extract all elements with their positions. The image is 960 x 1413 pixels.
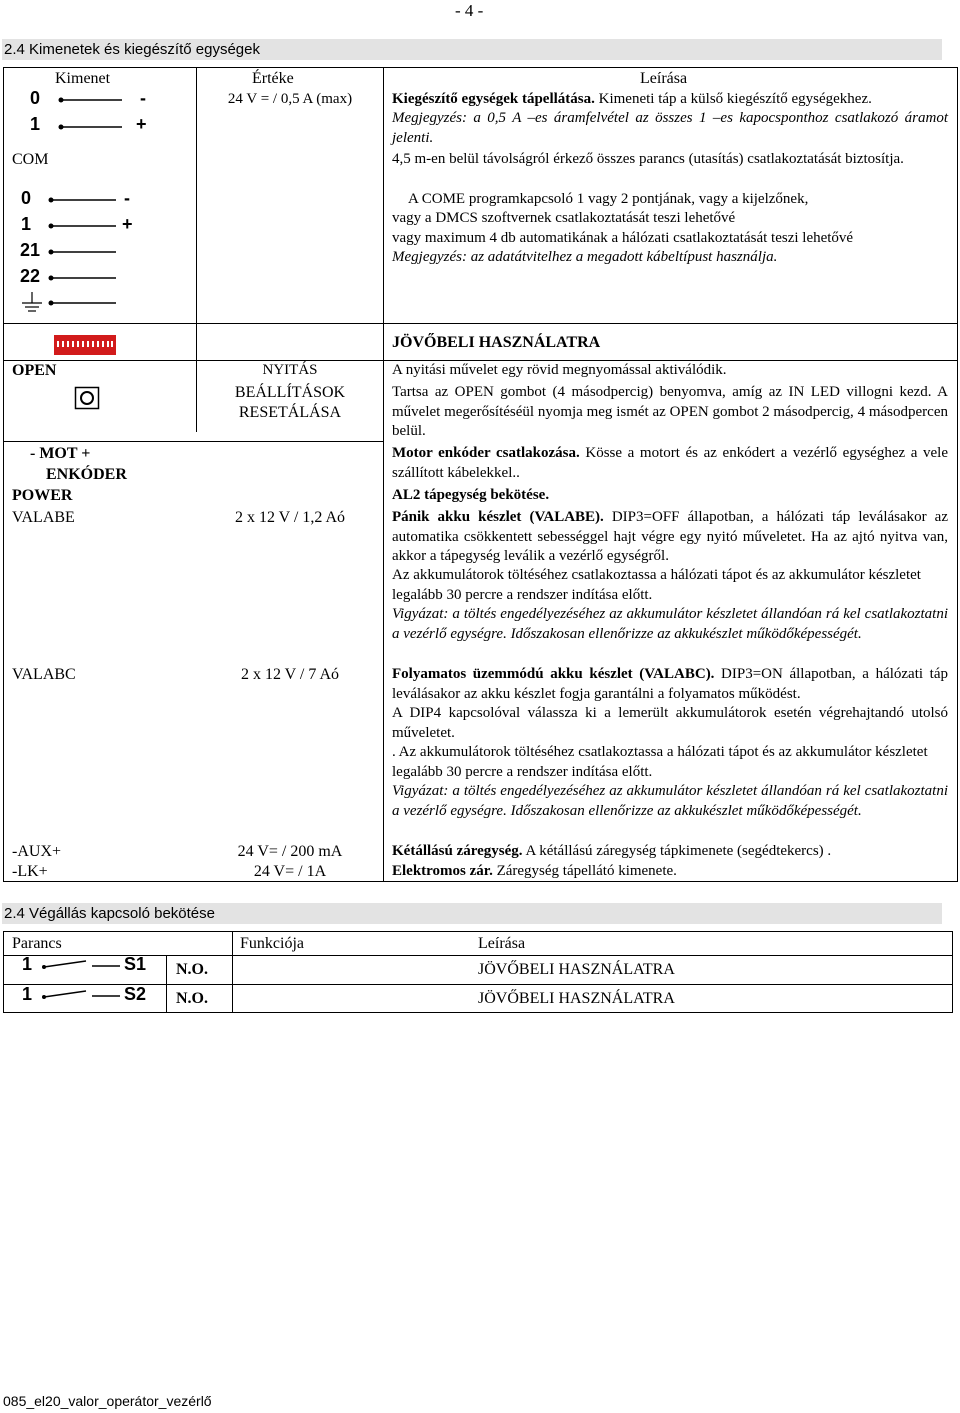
valabc-description: Folyamatos üzemmódú akku készlet (VALABC). DIP3=ON állapotban, a hálózati táp leválásakor az akku készlet fogja garantálni a folyamatos működést. xyxy=(392,666,948,702)
valabc-value: 2 x 12 V / 7 Aó xyxy=(240,666,340,683)
section-title-outputs: 2.4 Kimenetek és kiegészítő egységek xyxy=(2,39,942,60)
aux-power-value: 24 V = / 0,5 A (max) xyxy=(227,91,353,107)
lk-label: -LK+ xyxy=(12,863,48,880)
future-use-label: JÖVŐBELI HASZNÁLATRA xyxy=(392,334,601,351)
com-wires-icon xyxy=(0,0,960,340)
valabc-charging: . Az akkumulátorok töltéséhez csatlakoztassa a hálózati tápot és az akkumulátor készletet legalább 30 percre a rendszer indítása előtt. xyxy=(392,744,928,780)
come-line1: A COME programkapcsoló 1 vagy 2 pontjának, vagy a kijelzőnek, xyxy=(408,191,809,207)
reset-value-line2: RESETÁLÁSA xyxy=(238,404,342,421)
reset-button-icon xyxy=(75,387,99,409)
header-command: Parancs xyxy=(12,935,62,952)
lk-value: 24 V= / 1A xyxy=(253,863,327,880)
valabc-dip4: A DIP4 kapcsolóval válassza ki a lemerült akkumulátorok esetén végrehajtandó utolsó műveletet. xyxy=(392,705,948,741)
valabc-label: VALABC xyxy=(12,666,76,683)
open-description: A nyitási művelet egy rövid megnyomással aktiválódik. xyxy=(392,362,727,378)
motor-description: Motor enkóder csatlakozása. Kösse a motort és az enkódert a vezérlő egységhez a vele szállított kábelekkel.. xyxy=(392,445,949,481)
open-label: OPEN xyxy=(12,362,57,379)
aux-power-description: Kiegészítő egységek tápellátása. Kimeneti táp a külső kiegészítő egységekhez. xyxy=(392,91,872,107)
dip-switch-icon xyxy=(54,335,116,355)
section-title-limit-switch: 2.4 Végállás kapcsoló bekötése xyxy=(2,903,942,924)
encoder-label: ENKÓDER xyxy=(46,466,127,483)
header-description: Leírása xyxy=(640,70,688,87)
header-output: Kimenet xyxy=(55,70,111,87)
col-divider xyxy=(232,931,233,1013)
valabe-warning: Vigyázat: a töltés engedélyezéséhez az akkumulátor készletet állandóan rá kel csatlakoztatni a vezérlő egységre. Időszakosan ellenőrizze az akkukészlet működőképességét. xyxy=(392,606,948,642)
valabe-charging: Az akkumulátorok töltéséhez csatlakoztassa a hálózati tápot és az akkumulátor készletet legalább 30 percre a rendszer indítása előtt. xyxy=(392,567,921,603)
come-line2: vagy a DMCS szoftvernek csatlakoztatását teszi lehetővé xyxy=(392,210,736,226)
valabe-label: VALABE xyxy=(12,509,75,526)
reset-description: Tartsa az OPEN gombot (4 másodpercig) benyomva, amíg az IN LED villogni kezd. A művelet megerősítéséül nyomja meg ismét az OPEN gombot 2 másodpercig, 4 másodpercen belül. xyxy=(392,384,948,439)
valabe-value: 2 x 12 V / 1,2 Aó xyxy=(234,509,346,526)
switch-contact-icon xyxy=(36,957,126,977)
page-number: - 4 - xyxy=(455,1,484,20)
valabc-warning: Vigyázat: a töltés engedélyezéséhez az akkumulátor készletet állandóan rá kel csatlakoztatni a vezérlő egységre. Időszakosan ellenőrizze az akkukészlet működőképességét. xyxy=(392,783,948,819)
aux-value: 24 V= / 200 mA xyxy=(237,843,343,860)
valabe-description: Pánik akku készlet (VALABE). DIP3=OFF állapotban, a hálózati táp leválásakor az automatika csökkentett sebességgel hajt végre egy nyitó műveletet. Ha az ajtó nyitva van, akkor a tápegység leválik a vezérlő egységről. xyxy=(392,509,948,564)
header-description: Leírása xyxy=(478,935,526,952)
com-label: COM xyxy=(12,151,49,168)
header-function: Funkciója xyxy=(240,935,304,952)
com-description: 4,5 m-en belül távolságról érkező összes parancs (utasítás) csatlakoztatását biztosítja. xyxy=(392,151,904,167)
lk-description: Elektromos zár. Záregység tápellátó kimenete. xyxy=(392,863,677,879)
motor-label: - MOT + xyxy=(30,445,91,462)
footer-filename: 085_el20_valor_operátor_vezérlő xyxy=(3,1393,212,1409)
come-note: Megjegyzés: az adatátvitelhez a megadott kábeltípust használja. xyxy=(392,249,778,265)
row-divider xyxy=(3,441,383,442)
come-line3: vagy maximum 4 db automatikának a hálózati csatlakoztatását teszi lehetővé xyxy=(392,230,854,246)
switch-contact-icon xyxy=(36,987,126,1007)
power-description: AL2 tápegység bekötése. xyxy=(392,487,550,503)
open-value: NYITÁS xyxy=(262,362,318,378)
header-value: Értéke xyxy=(252,70,294,87)
aux-description: Kétállású záregység. A kétállású záregység tápkimenete (segédtekercs) . xyxy=(392,843,832,859)
power-label: POWER xyxy=(12,487,73,504)
aux-power-note: Megjegyzés: a 0,5 A –es áramfelvétel az összes 1 –es kapocsponthoz csatlakozó áramot jelenti. xyxy=(392,110,948,146)
reset-value-line1: BEÁLLÍTÁSOK xyxy=(234,384,346,401)
aux-label: -AUX+ xyxy=(12,843,62,860)
